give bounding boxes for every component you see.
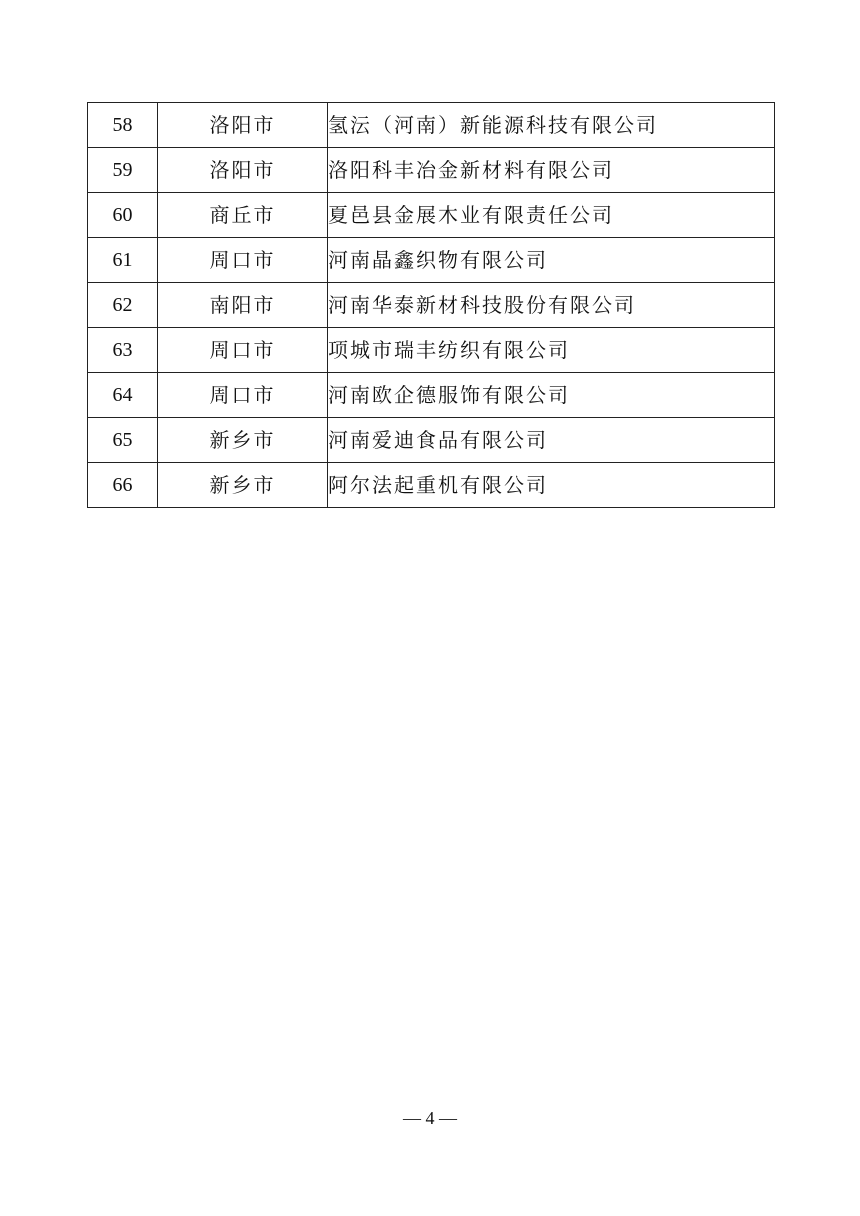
city-cell: 周口市 xyxy=(158,238,328,283)
table-row xyxy=(88,283,775,328)
company-name-cell: 河南晶鑫织物有限公司 xyxy=(328,238,775,283)
company-name-cell: 洛阳科丰冶金新材料有限公司 xyxy=(328,148,775,193)
table-row xyxy=(88,373,775,418)
table-row xyxy=(88,463,775,508)
company-name-cell: 夏邑县金展木业有限责任公司 xyxy=(328,193,775,238)
company-name-cell: 河南欧企德服饰有限公司 xyxy=(328,373,775,418)
city-cell: 洛阳市 xyxy=(158,103,328,148)
company-list-table xyxy=(87,102,775,508)
company-name-cell: 河南华泰新材科技股份有限公司 xyxy=(328,283,775,328)
row-number: 61 xyxy=(88,238,158,283)
page-number: — 4 — xyxy=(403,1108,457,1128)
city-cell: 商丘市 xyxy=(158,193,328,238)
city-cell: 洛阳市 xyxy=(158,148,328,193)
table-row xyxy=(88,328,775,373)
table-row xyxy=(88,193,775,238)
row-number: 59 xyxy=(88,148,158,193)
row-number: 58 xyxy=(88,103,158,148)
city-cell: 新乡市 xyxy=(158,418,328,463)
city-cell: 周口市 xyxy=(158,328,328,373)
table-row xyxy=(88,148,775,193)
table-row xyxy=(88,418,775,463)
company-name-cell: 氢沄（河南）新能源科技有限公司 xyxy=(328,103,775,148)
row-number: 62 xyxy=(88,283,158,328)
company-name-cell: 项城市瑞丰纺织有限公司 xyxy=(328,328,775,373)
row-number: 63 xyxy=(88,328,158,373)
city-cell: 南阳市 xyxy=(158,283,328,328)
row-number: 65 xyxy=(88,418,158,463)
row-number: 64 xyxy=(88,373,158,418)
city-cell: 新乡市 xyxy=(158,463,328,508)
city-cell: 周口市 xyxy=(158,373,328,418)
company-name-cell: 阿尔法起重机有限公司 xyxy=(328,463,775,508)
row-number: 66 xyxy=(88,463,158,508)
row-number: 60 xyxy=(88,193,158,238)
table-row xyxy=(88,238,775,283)
company-name-cell: 河南爱迪食品有限公司 xyxy=(328,418,775,463)
table-row xyxy=(88,103,775,148)
